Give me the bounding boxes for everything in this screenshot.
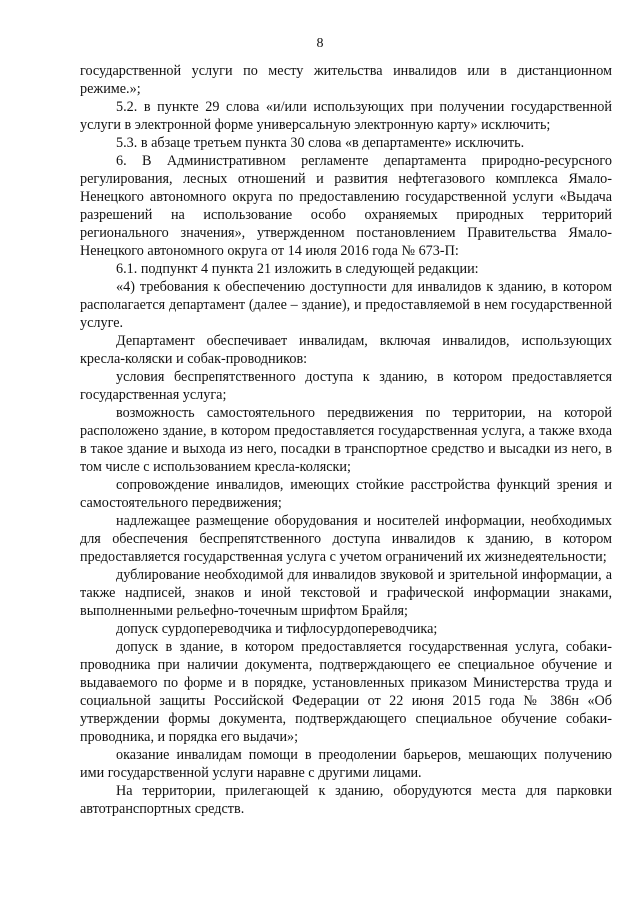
list-item-barrier-assistance: оказание инвалидам помощи в преодолении барьеров, мешающих получению ими государственной услуги наравне с другими лицами.	[80, 747, 612, 781]
list-item-guide-dog-admission: допуск в здание, в котором предоставляется государственная услуга, собаки-проводника при наличии документа, подтверждающего ее специальное обучение и выдаваемого по форме и в порядке, установленных приказом Министерства труда и социальной защиты Российской Федерации от 22 июня 2015 года № 386н «Об утверждении формы документа, подтверждающего специальное обучение собаки-проводника, и порядка его выдачи»;	[80, 639, 612, 745]
list-item-information-duplication: дублирование необходимой для инвалидов звуковой и зрительной информации, а также надписей, знаков и иной текстовой и графической информации знаками, выполненными рельефно-точечным шрифтом Брайля;	[80, 567, 612, 619]
paragraph-item-5-3: 5.3. в абзаце третьем пункта 30 слова «в департаменте» исключить.	[116, 135, 525, 151]
paragraph-item-5-2: 5.2. в пункте 29 слова «и/или использующих при получении государственной услуги в электронной форме универсальную электронную карту» исключить;	[80, 99, 612, 133]
paragraph-item-6: 6. В Административном регламенте департамента природно-ресурсного регулирования, лесных отношений и развития нефтегазового комплекса Ямало-Ненецкого автономного округа по предоставлению государственной услуги «Выдача разрешений на использование особо охраняемых природных территорий регионального значения», утвержденном постановлением Правительства Ямало-Ненецкого автономного округа от 14 июля 2016 года № 673-П:	[80, 153, 612, 259]
paragraph-requirement-4: «4) требования к обеспечению доступности для инвалидов к зданию, в котором располагается департамент (далее – здание), и предоставляемой в нем государственной услуге.	[80, 279, 612, 331]
list-item-independent-movement: возможность самостоятельного передвижения по территории, на которой расположено здание, в котором предоставляется государственная услуга, а также входа в такое здание и выхода из него, посадки в транспортное средство и высадки из него, в том числе с использованием кресла-коляски;	[80, 405, 612, 475]
paragraph-continuation: государственной услуги по месту жительства инвалидов или в дистанционном режиме.»;	[80, 63, 612, 97]
page-number: 8	[316, 36, 324, 51]
list-item-access-conditions: условия беспрепятственного доступа к зданию, в котором предоставляется государственная услуга;	[80, 369, 612, 403]
paragraph-parking: На территории, прилегающей к зданию, оборудуются места для парковки автотранспортных средств.	[80, 783, 612, 817]
list-item-escort: сопровождение инвалидов, имеющих стойкие расстройства функций зрения и самостоятельного передвижения;	[80, 477, 612, 511]
paragraph-item-6-1: 6.1. подпункт 4 пункта 21 изложить в следующей редакции:	[116, 261, 479, 277]
list-item-equipment-placement: надлежащее размещение оборудования и носителей информации, необходимых для обеспечения беспрепятственного доступа инвалидов к зданию, в котором предоставляется государственная услуга с учетом ограничений их жизнедеятельности;	[80, 513, 612, 565]
paragraph-department-provides: Департамент обеспечивает инвалидам, включая инвалидов, использующих кресла-коляски и собак-проводников:	[80, 333, 612, 367]
list-item-interpreter-admission: допуск сурдопереводчика и тифлосурдопереводчика;	[116, 621, 438, 637]
document-body	[80, 62, 612, 818]
